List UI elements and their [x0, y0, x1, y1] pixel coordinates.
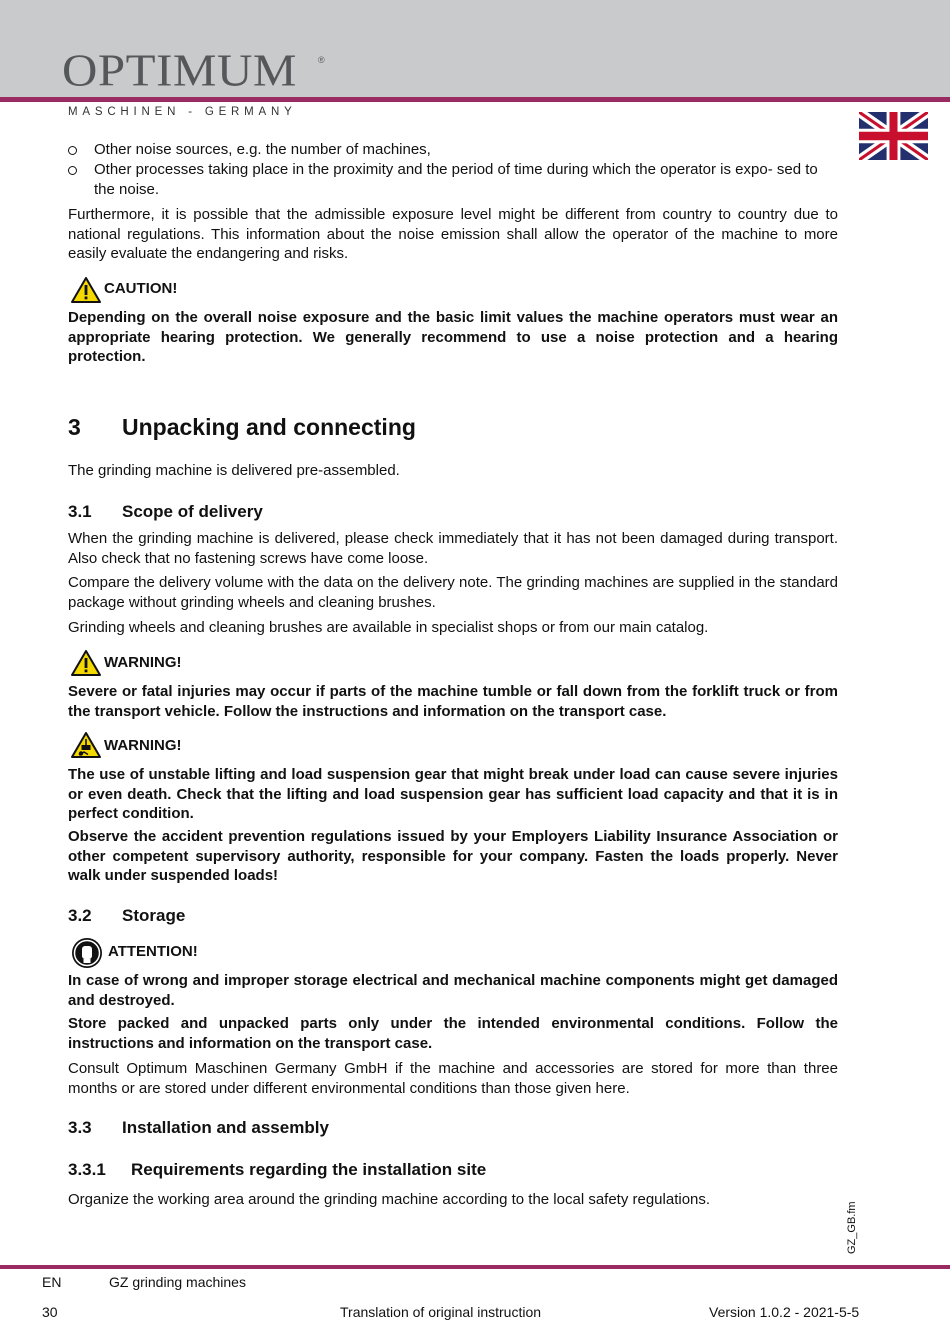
header-rule [0, 97, 950, 102]
footer-version: Version 1.0.2 - 2021-5-5 [709, 1304, 860, 1320]
paragraph: When the grinding machine is delivered, please check immediately that it has not been damaged during transport. Also check that no fastening screws have come loose. [68, 530, 838, 567]
warning-text: Observe the accident prevention regulations issued by your Employers Liability Insurance Association or other competent supervisory authority, responsible for your company. Fasten the loads properly. Never walk under suspended loads! [68, 828, 838, 884]
footer-center-text: Translation of original instruction [340, 1304, 542, 1320]
paragraph: Organize the working area around the grinding machine according to the local safety regulations. [68, 1191, 711, 1208]
logo-tagline: MASCHINEN - GERMANY [68, 106, 297, 118]
section-3-number: 3 [68, 414, 81, 440]
section-3-2-title: Storage [122, 906, 186, 925]
uk-flag-icon [859, 112, 928, 160]
paragraph: Grinding wheels and cleaning brushes are available in specialist shops or from our main catalog. [68, 619, 709, 636]
list-item-text: Other noise sources, e.g. the number of machines, [94, 141, 431, 158]
section-3-1-title: Scope of delivery [122, 502, 263, 521]
warning-label: WARNING! [104, 737, 182, 754]
section-3-title: Unpacking and connecting [122, 414, 416, 440]
section-3-2-number: 3.2 [68, 906, 92, 925]
section-3-3-1-number: 3.3.1 [68, 1160, 106, 1179]
section-3-3-number: 3.3 [68, 1118, 92, 1137]
warning-text: Severe or fatal injuries may occur if parts of the machine tumble or fall down from the forklift truck or from the transport vehicle. Follow the instructions and information on the transport case. [68, 683, 838, 720]
paragraph: Consult Optimum Maschinen Germany GmbH if the machine and accessories are stored for more than three months or are stored under different environmental conditions than those given here. [68, 1060, 838, 1097]
bullet-circle-icon [68, 146, 77, 155]
list-item-text: Other processes taking place in the proximity and the period of time during which the operator is expo- sed to the noise. [94, 161, 818, 198]
suspended-load-warning-icon [70, 731, 102, 759]
caution-label: CAUTION! [104, 280, 178, 297]
section-3-3-1-title: Requirements regarding the installation site [131, 1160, 487, 1179]
page-number: 30 [42, 1304, 58, 1320]
registered-mark: ® [318, 55, 325, 65]
warning-label: WARNING! [104, 654, 182, 671]
warning-triangle-icon [70, 649, 102, 677]
footer-product: GZ grinding machines [109, 1274, 246, 1290]
caution-text: Depending on the overall noise exposure and the basic limit values the machine operators must wear an appropriate hearing protection. We generally recommend to use a noise protection and a hearing protection. [68, 309, 838, 365]
section-3-intro: The grinding machine is delivered pre-assembled. [68, 462, 400, 479]
attention-hand-icon [71, 937, 103, 969]
attention-label: ATTENTION! [108, 943, 198, 960]
paragraph: Compare the delivery volume with the data on the delivery note. The grinding machines are supplied in the standard package without grinding wheels and cleaning brushes. [68, 574, 838, 611]
footer-language: EN [42, 1274, 62, 1290]
file-reference: GZ_GB.fm [846, 1201, 858, 1254]
bullet-circle-icon [68, 166, 77, 175]
footer-rule [0, 1265, 950, 1269]
section-3-3-title: Installation and assembly [122, 1118, 329, 1137]
intro-paragraph: Furthermore, it is possible that the admissible exposure level might be different from country to country due to national regulations. This information about the noise emission shall allow the operator of the machine to more easily evaluate the endangering and risks. [68, 206, 838, 262]
section-3-1-number: 3.1 [68, 502, 92, 521]
attention-text: In case of wrong and improper storage electrical and mechanical machine components might get damaged and destroyed. [68, 972, 838, 1009]
caution-triangle-icon [70, 276, 102, 304]
optimum-logo: OPTIMUM [62, 45, 297, 96]
warning-text: The use of unstable lifting and load suspension gear that might break under load can cause severe injuries or even death. Check that the lifting and load suspension gear has sufficient load capacity and that it is in perfect condition. [68, 766, 838, 822]
attention-text: Store packed and unpacked parts only under the intended environmental conditions. Follow the instructions and information on the transport case. [68, 1015, 838, 1052]
